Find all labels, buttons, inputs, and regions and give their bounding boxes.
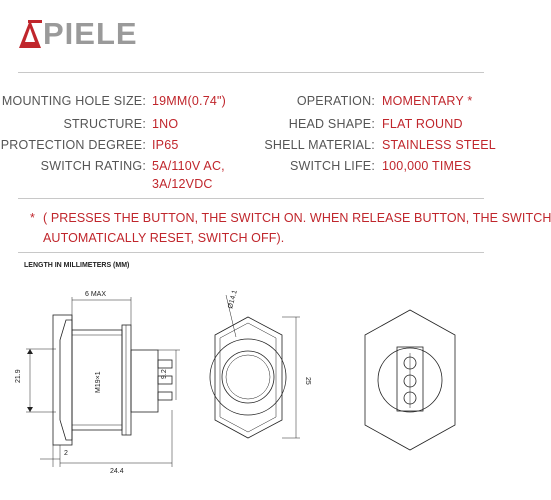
spec-value: MOMENTARY * bbox=[382, 94, 473, 108]
note-line-1: ( PRESSES THE BUTTON, THE SWITCH ON. WHEN RELEASE BUTTON, THE SWITCH bbox=[43, 211, 551, 225]
brand-logo bbox=[18, 17, 138, 51]
spec-value: 19MM(0.74") bbox=[152, 94, 227, 108]
note-divider bbox=[18, 252, 484, 253]
spec-label: PROTECTION DEGREE: bbox=[0, 138, 146, 152]
technical-drawing bbox=[0, 275, 500, 500]
spec-value: 100,000 TIMES bbox=[382, 159, 472, 173]
spec-value: STAINLESS STEEL bbox=[382, 138, 496, 152]
front-view bbox=[210, 295, 300, 438]
spec-label: SHELL MATERIAL: bbox=[264, 138, 375, 152]
spec-label: SWITCH LIFE: bbox=[289, 159, 375, 173]
spec-label: OPERATION: bbox=[296, 94, 375, 108]
spec-value: IP65 bbox=[152, 138, 179, 152]
spec-value: 1NO bbox=[152, 117, 179, 131]
brand-name: PIELE bbox=[43, 16, 138, 51]
dim-height: 21.9 bbox=[15, 369, 22, 383]
dim-top-max: 6 MAX bbox=[85, 291, 107, 298]
spec-label: STRUCTURE: bbox=[63, 117, 146, 131]
rear-view bbox=[365, 310, 455, 450]
specs-divider bbox=[18, 198, 484, 199]
spec-label: HEAD SHAPE: bbox=[288, 117, 375, 131]
note-line-2: AUTOMATICALLY RESET, SWITCH OFF). bbox=[43, 231, 285, 245]
spec-value: 5A/110V AC, bbox=[152, 159, 225, 173]
header-divider bbox=[18, 72, 484, 73]
dim-length: 24.4 bbox=[110, 468, 124, 475]
note-star: * bbox=[30, 211, 35, 225]
dim-width: 25 bbox=[304, 377, 311, 385]
spec-label: MOUNTING HOLE SIZE: bbox=[1, 94, 146, 108]
spec-value: FLAT ROUND bbox=[382, 117, 463, 131]
dim-flange: 2 bbox=[64, 450, 68, 457]
dim-terminal: 9.2 bbox=[161, 369, 168, 379]
dim-diameter: Ø14.1 bbox=[227, 289, 239, 310]
side-view bbox=[26, 297, 180, 467]
triangle-a-logo-icon bbox=[18, 19, 42, 49]
dim-thread: M19×1 bbox=[95, 371, 102, 393]
spec-value-2: 3A/12VDC bbox=[152, 177, 213, 191]
spec-label: SWITCH RATING: bbox=[40, 159, 146, 173]
drawing-caption: LENGTH IN MILLIMETERS (MM) bbox=[24, 262, 130, 269]
